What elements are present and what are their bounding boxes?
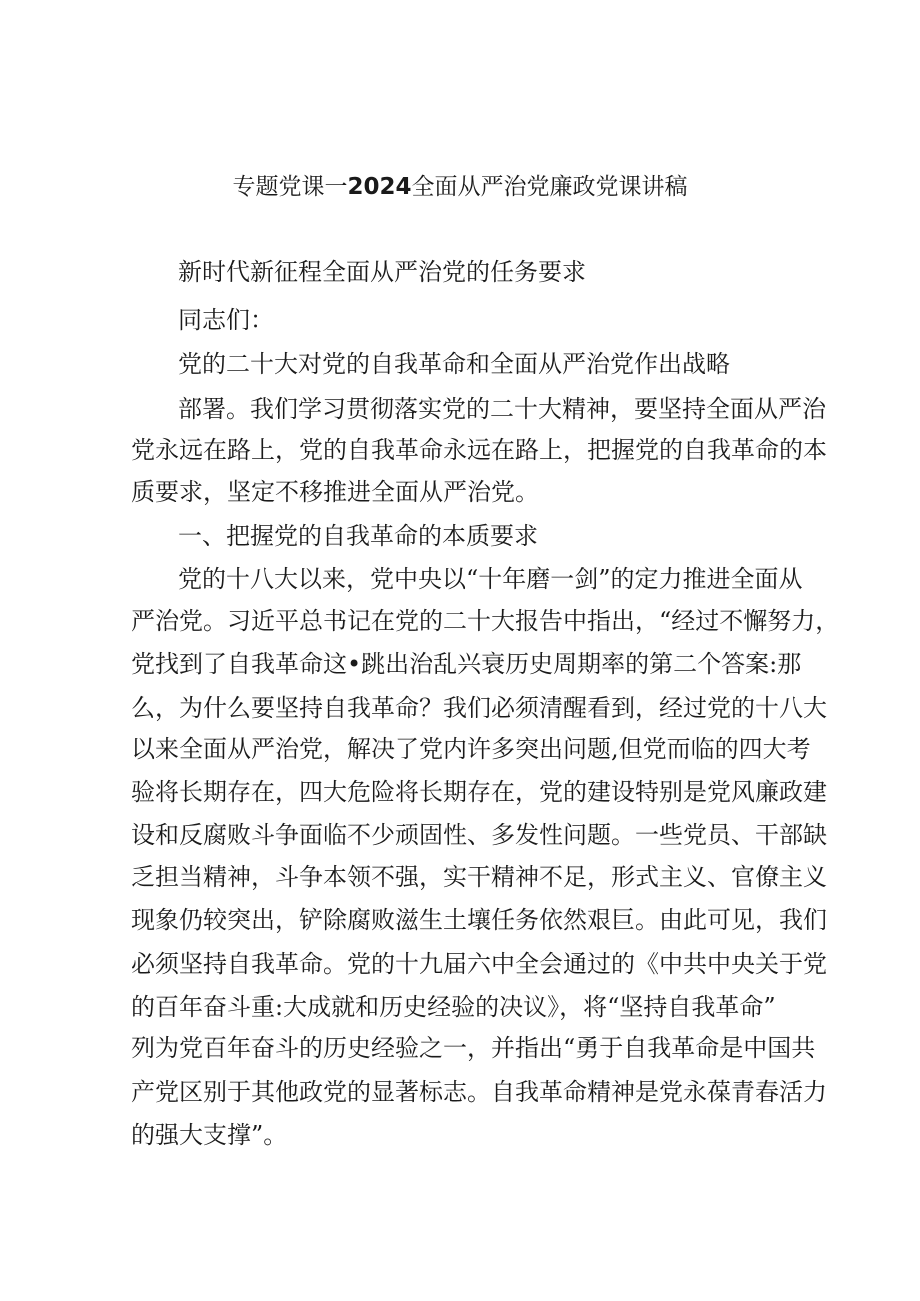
paragraph-line: 党永远在路上，党的自我革命永远在路上，把握党的自我革命的本 [131,436,827,464]
title-prefix: 专题党课一 [232,174,348,200]
paragraph-line: 现象仍较突出，铲除腐败滋生土壤任务依然艰巨。由此可见，我们 [131,906,827,934]
paragraph-line: 党的二十大对党的自我革命和全面从严治党作出战略 [178,350,730,378]
paragraph-line: 的百年奋斗重:大成就和历史经验的决议》，将“坚持自我革命” [131,993,776,1021]
document-title [0,170,920,204]
title-suffix: 全面从严治党廉政党课讲稿 [411,174,688,200]
paragraph-line: 党找到了自我革命这•跳出治乱兴衰历史周期率的第二个答案:那 [131,650,802,678]
section-subtitle: 新时代新征程全面从严治党的任务要求 [178,258,586,286]
paragraph-line: 列为党百年奋斗的历史经验之一，并指出“勇于自我革命是中国共 [131,1034,816,1062]
paragraph-line: 么，为什么要坚持自我革命？我们必须清醒看到，经过党的十八大 [131,694,827,722]
paragraph-line: 以来全面从严治党，解决了党内许多突出问题,但党而临的四大考 [131,735,811,763]
paragraph-line: 乏担当精神，斗争本领不强，实干精神不足，形式主义、官僚主义 [131,863,827,891]
paragraph-line: 质要求，坚定不移推进全面从严治党。 [131,478,539,506]
paragraph-line: 严治党。习近平总书记在党的二十大报告中指出，“经过不懈努力， [131,607,840,635]
title-year: 2024 [347,174,412,200]
paragraph-line: 产党区别于其他政党的显著标志。自我革命精神是党永葆青春活力 [131,1078,827,1106]
paragraph-line: 设和反腐败斗争面临不少顽固性、多发性问题。一些党员、干部缺 [131,821,827,849]
paragraph-line: 党的十八大以来，党中央以“十年磨一剑”的定力推进全面从 [178,565,803,593]
paragraph-line: 必须坚持自我革命。党的十九届六中全会通过的《中共中央关于党 [131,950,827,978]
paragraph-line: 验将长期存在，四大危险将长期存在，党的建设特别是党风廉政建 [131,778,827,806]
section-heading: 一、把握党的自我革命的本质要求 [178,522,538,550]
salutation: 同志们： [178,306,274,334]
paragraph-line: 部署。我们学习贯彻落实党的二十大精神，要坚持全面从严治 [178,395,826,423]
paragraph-line: 的强大支撑”。 [131,1121,288,1149]
